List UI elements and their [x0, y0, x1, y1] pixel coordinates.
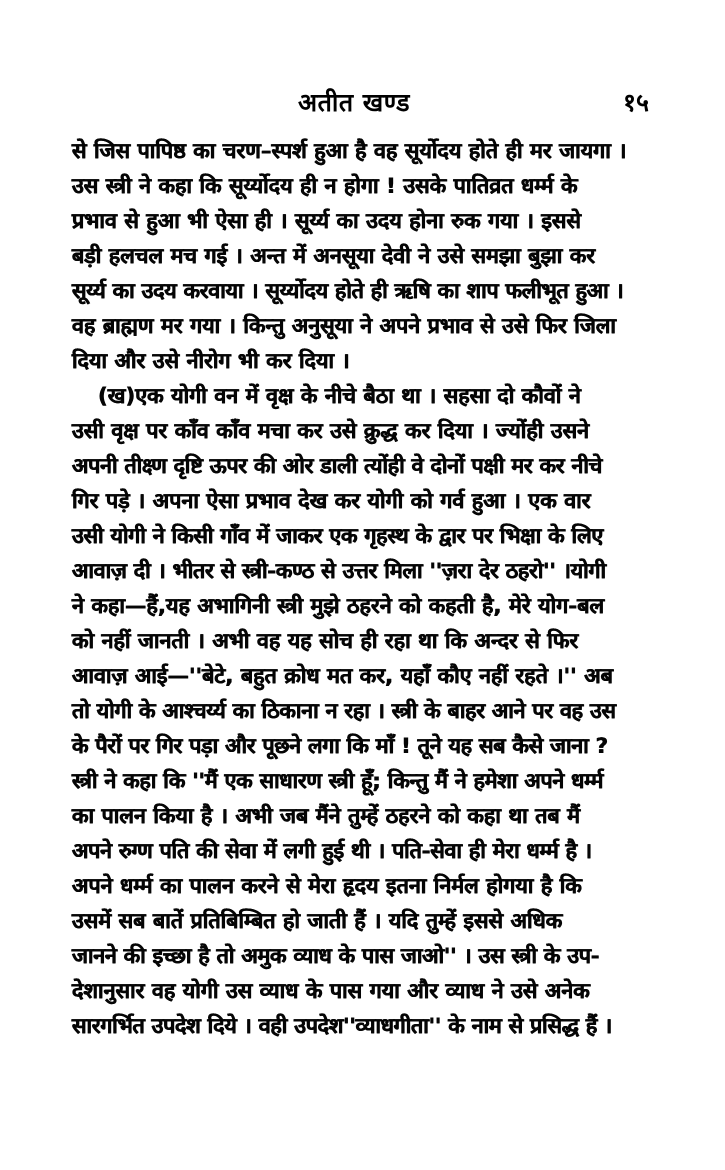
text-line: सारगर्भित उपदेश दिये । वही उपदेश''व्याधगीता'' के नाम से प्रसिद्ध हैं ।	[72, 1014, 613, 1039]
running-head-title: अतीत खण्ड	[298, 88, 410, 117]
text-line: गिर पड़े । अपना ऐसा प्रभाव देख कर योगी को गर्व हुआ । एक वार	[72, 489, 591, 514]
paragraph-1	[72, 134, 657, 379]
text-line: उसी योगी ने किसी गाँव में जाकर एक गृहस्थ के द्वार पर भिक्षा के लिए	[72, 524, 603, 549]
text-line: सूर्य्य का उदय करवाया । सूर्य्योदय होते ही ऋषि का शाप फलीभूत हुआ ।	[72, 279, 624, 304]
text-line: बड़ी हलचल मच गई । अन्त में अनसूया देवी ने उसे समझा बुझा कर	[72, 244, 596, 269]
text-line: ने कहा—हैं,यह अभागिनी स्त्री मुझे ठहरने को कहती है, मेरे योग-बल	[72, 594, 605, 619]
text-line: दिया और उसे नीरोग भी कर दिया ।	[72, 349, 350, 374]
text-line: स्त्री ने कहा कि ''मैं एक साधारण स्त्री हूँ; किन्तु मैं ने हमेशा अपने धर्म्म	[72, 769, 604, 794]
text-line: उस स्त्री ने कहा कि सूर्य्योदय ही न होगा ! उसके पातिव्रत धर्म्म के	[72, 174, 578, 199]
text-line: उसी वृक्ष पर काँव काँव मचा कर उसे क्रुद्ध कर दिया । ज्याेंही उसने	[72, 419, 590, 444]
text-line: आवाज़ आई—''बेटे, बहुत क्रोध मत कर, यहाँ कौए नहीं रहते ।'' अब	[72, 664, 613, 689]
text-line: अपने रुग्ण पति की सेवा में लगी हुई थी । पति-सेवा ही मेरा धर्म्म है ।	[72, 839, 592, 864]
text-line: तो योगी के आश्चर्य्य का ठिकाना न रहा । स्त्री के बाहर आने पर वह उस	[72, 699, 616, 724]
running-head	[72, 86, 655, 126]
text-line: उसमें सब बातें प्रतिबिम्बित हो जाती हैं । यदि तुम्हें इससे अधिक	[72, 909, 563, 934]
text-line: के पैरों पर गिर पड़ा और पूछने लगा कि माँ ! तूने यह सब कैसे जाना ?	[72, 734, 608, 759]
text-line: प्रभाव से हुआ भी ऐसा ही । सूर्य्य का उदय होना रुक गया । इससे	[72, 209, 581, 234]
text-line: वह ब्राह्मण मर गया । किन्तु अनुसूया ने अपने प्रभाव से उसे फिर जिला	[72, 314, 616, 339]
text-line: अपनी तीक्ष्ण दृष्टि ऊपर की ओर डाली त्याेंही वे दोनों पक्षी मर कर नीचे	[72, 454, 602, 479]
text-line: देशानुसार वह योगी उस व्याध के पास गया और व्याध ने उसे अनेक	[72, 979, 590, 1004]
page-number: १५	[622, 88, 649, 117]
paragraph-2	[72, 379, 657, 1044]
body-text-block	[72, 134, 657, 1044]
text-line: अपने धर्म्म का पालन करने से मेरा हृदय इतना निर्मल होगया है कि	[72, 874, 582, 899]
text-line: (ख)एक योगी वन में वृक्ष के नीचे बैठा था । सहसा दो कौवों ने	[98, 384, 581, 409]
text-line: से जिस पापिष्ठ का चरण–स्पर्श हुआ है वह सूर्योदय होते ही मर जायगा ।	[72, 139, 627, 164]
text-line: को नहीं जानती । अभी वह यह सोच ही रहा था कि अन्दर से फिर	[72, 629, 579, 654]
text-line: का पालन किया है । अभी जब मैंने तुम्हें ठहरने को कहा था तब मैं	[72, 804, 581, 829]
text-line: जानने की इच्छा है तो अमुक व्याध के पास जाओ'' । उस स्त्री के उप-	[72, 944, 600, 969]
text-line: आवाज़ दी । भीतर से स्त्री-कण्ठ से उत्तर मिला ''ज़रा देर ठहरो'' ।योगी	[72, 559, 606, 584]
